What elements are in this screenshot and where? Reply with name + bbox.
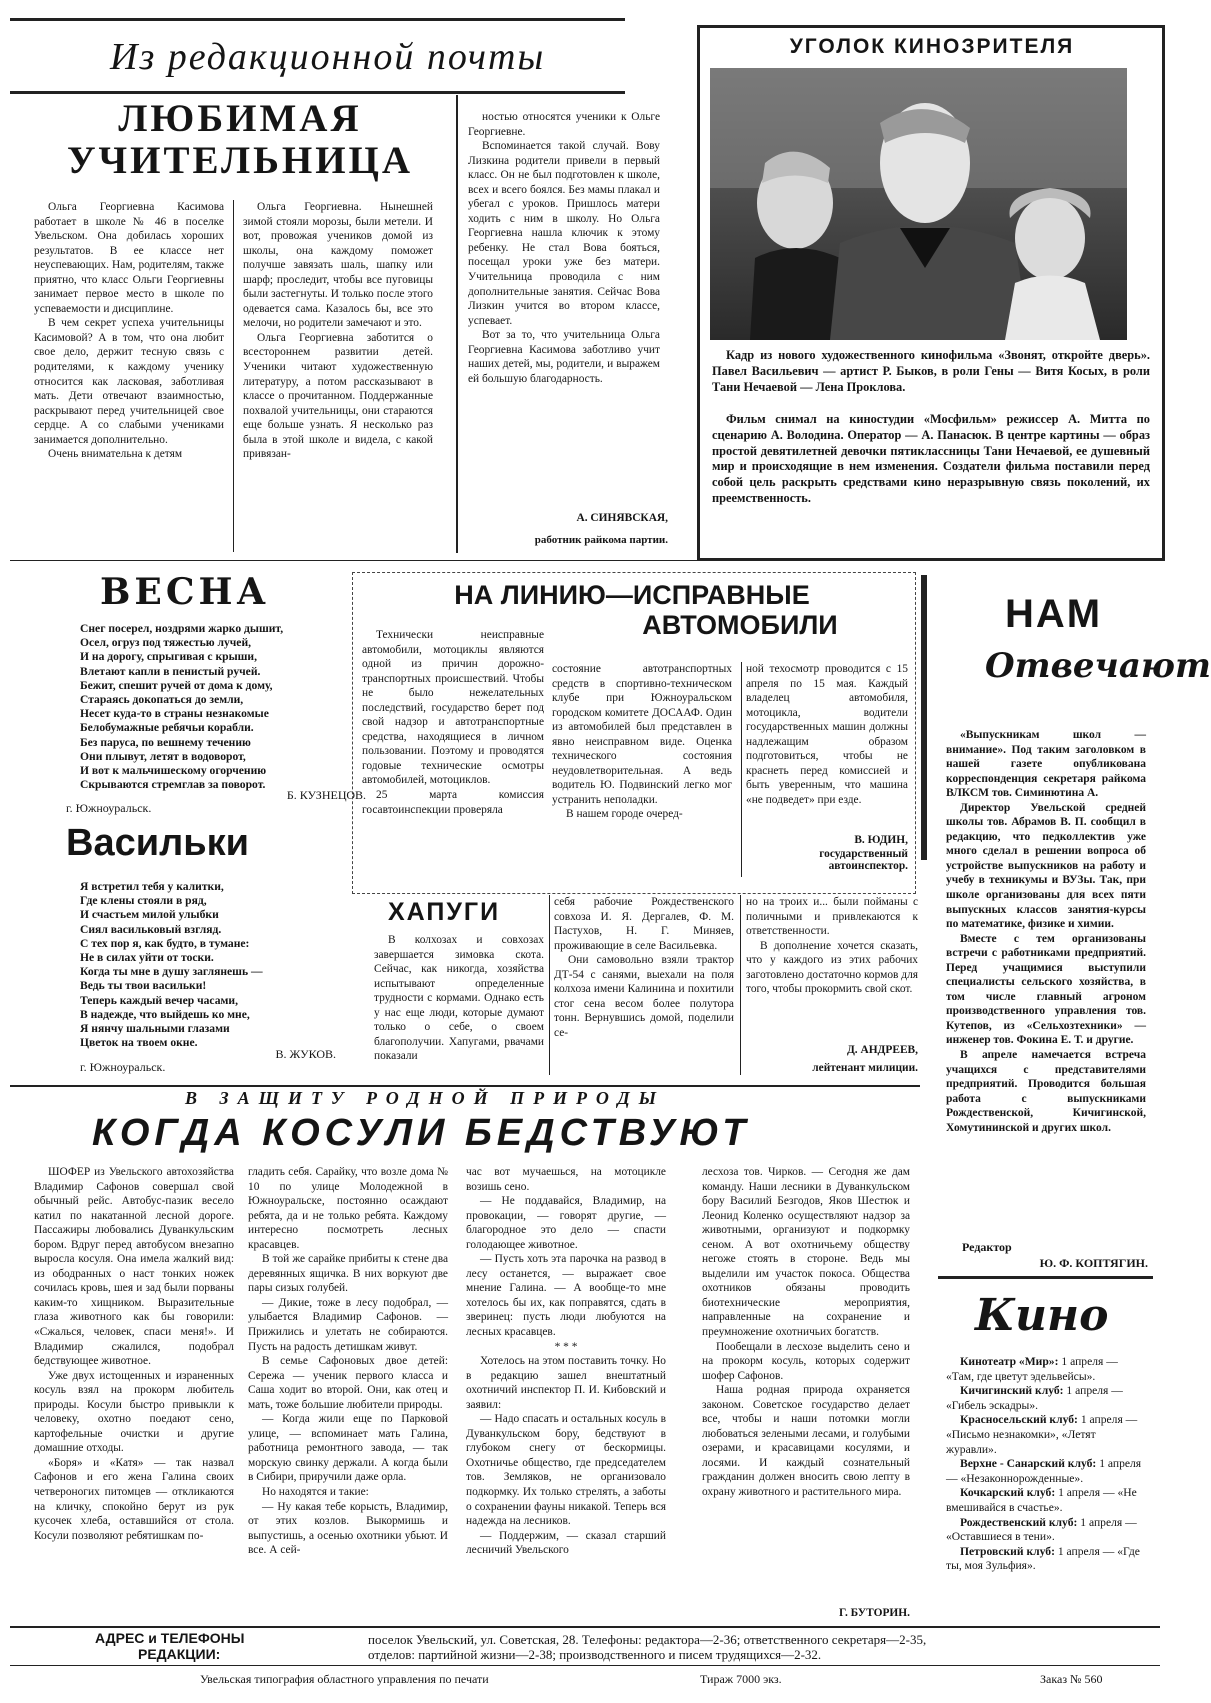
spring-line: Осел, огруз под тяжестью лучей,: [80, 636, 252, 650]
spring-place: г. Южноуральск.: [66, 801, 152, 815]
divider: [549, 895, 550, 1075]
divider: [938, 1276, 1153, 1279]
spring-poem: [80, 622, 350, 792]
divider: [740, 895, 741, 1075]
footer-circulation: Тираж 7000 экз.: [700, 1672, 782, 1686]
kino-place: Кинотеатр «Мир»:: [960, 1355, 1059, 1368]
kino-entry: [946, 1355, 1146, 1384]
teacher-signature-role: работник райкома партии.: [534, 534, 668, 546]
footer-address-line-1: поселок Увельский, ул. Советская, 28. Телефоны: редактора—2-36; ответственного секретаря—2-35,: [368, 1632, 927, 1647]
kino-place: Петровский клуб:: [960, 1544, 1055, 1558]
nature-col-1: [34, 1165, 234, 1627]
grabbers-signature: Д. АНДРЕЕВ,: [846, 1044, 918, 1056]
divider: [10, 1085, 920, 1087]
kino-title: Кино: [975, 1290, 1109, 1341]
answers-p1: «Выпускникам школ — внимание». Под таким заголовком в нашей газете опубликована корреспонденция секретаря райкома ВЛКСМ тов. Симинютина А.: [946, 729, 1146, 800]
cornflowers-title: Васильки: [66, 822, 249, 864]
nature-p1: ШОФЕР из Увельского автохозяйства Владимир Сафонов совершал свой обычный рейс. Автобус-пазик весело катил по накатанной лесной дороге. Пассажиры любовались Дуванкульским бором. Вдруг перед автобусом внезапно выросла косуля. Она имела жалкий вид: из ободранных о наст тонких ножек сочилась кровь, шея и зад были порваны каким-то хищником. Выразительные глаза животного как бы говорили: «Сжалься, человек, спаси меня!». И Владимир сжалился, подобрал бедствующее животное.: [34, 1166, 234, 1368]
kino-place: Кичигинский клуб:: [960, 1384, 1064, 1398]
divider: [741, 662, 742, 877]
footer-address-line-2: отделов: партийной жизни—2-38; производственного и писем трудящихся—2-32.: [368, 1647, 822, 1662]
kino-film: 1 апреля — «Незаконнорожденные».: [946, 1457, 1142, 1485]
nature-p13: — Пусть хоть эта парочка на развод в лесу останется, — выражает свое мнение Галина. — А вообще-то мне хотелось бы их, как поправятся, сдать в зверинец: пусть люди любуются на лесных красавцев.: [466, 1253, 666, 1339]
cars-title-2: АВТОМОБИЛИ: [642, 610, 838, 640]
teacher-p5: Ольга Георгиевна заботится о всестороннем развитии детей. Ученики читают художественную литературу, а потом рассказывают в классе о прочитанном. Поддержанные похвалой учительницы, они стараются еще больше узнать. Я несколько раз была в этой школе и видела, с какой привязан-: [243, 331, 433, 461]
nature-p2: Уже двух истощенных и израненных косуль взял на прокорм любитель природы. Косули быстро привыкли к человеку, охотно поедают сено, картофельные очистки и другие домашние отходы.: [34, 1369, 234, 1455]
spring-line: Белобумажные ребячьи корабли.: [80, 721, 254, 735]
nature-p4: гладить себя. Сарайку, что возле дома № 10 по улице Молодежной в Южноуральске, постоянно осаждают ребята, да и не только ребята. Каждому интересно посмотреть лесных красавцев.: [248, 1166, 448, 1251]
cornflowers-place: г. Южноуральск.: [80, 1060, 166, 1074]
grabbers-signature-role: лейтенант милиции.: [812, 1062, 918, 1074]
nature-col-2: [248, 1165, 448, 1627]
answers-p3: Вместе с тем организованы встречи с работниками предприятий. Перед учащимися выступили специалисты сельского хозяйства, в том числе главный агроном производственного управления тов. Кутепов, из «Сельхозтехники» — инженер тов. Фокина Е. Т. и другие.: [946, 932, 1146, 1047]
footer-address-label-2: РЕДАКЦИИ:: [138, 1646, 221, 1662]
kino-place: Верхне - Санарский клуб:: [960, 1457, 1097, 1471]
cornflowers-poem: [80, 880, 350, 1050]
nature-p18: Пообещали в лесхозе выделить сено и на прокорм косуль, которых содержит шофер Сафонов.: [702, 1340, 910, 1382]
cornflowers-author: В. ЖУКОВ.: [275, 1047, 336, 1061]
kino-film: 1 апреля — «Не вмешивайся в счастье».: [946, 1486, 1137, 1514]
cornflowers-line: Цветок на твоем окне.: [80, 1036, 198, 1050]
spring-author: Б. КУЗНЕЦОВ.: [286, 788, 366, 802]
answers-p4: В апреле намечается встреча учащихся с представителями предприятий. Проводится большая работа с выпускниками Рождественской, Кичигинской, Хомутининской и других школ.: [946, 1049, 1146, 1134]
cinema-caption: Кадр из нового художественного кинофильма «Звонят, откройте дверь». Павел Васильевич — артист Р. Быков, в роли Гены — Витя Косых, в роли Тани Нечаевой — Лена Проклова.: [712, 348, 1150, 394]
spring-title: ВЕСНА: [100, 571, 270, 613]
grabbers-col-2: [554, 895, 734, 1075]
cars-signature: В. ЮДИН,: [854, 834, 908, 846]
grabbers-col-1: [374, 933, 544, 1078]
teacher-col-3: [468, 110, 660, 505]
nature-p17: лесхоза тов. Чирков. — Сегодня же дам команду. Наши лесники в Дуванкульском бору Василий Безгодов, Яков Шестюк и Леонид Коленко осуществляют надзор за животными, организуют и подкормку сеном. А вот охотничьему обществу негоже стоять в стороне. Ведь мы выделили им участок покоса. Общества охотников обязаны проводить биотехнические мероприятия, направленные на сохранение и преумножение охотничьих богатств.: [702, 1166, 910, 1339]
kino-entry: [946, 1384, 1146, 1413]
nature-p6: — Дикие, тоже в лесу подобрал, — улыбается Владимир Сафонов. — Прижились и улетать не собираются. Пусть на радость детишкам живут.: [248, 1296, 448, 1353]
nature-p12: — Не поддавайся, Владимир, на провокации, — говорят другие, — благородное это дело — спасти голодающее животное.: [466, 1195, 666, 1251]
cars-signature-role: государственный автоинспектор.: [819, 848, 908, 872]
spring-line: Стараясь докопаться до земли,: [80, 693, 244, 707]
teacher-p8: Вот за то, что учительница Ольга Георгиевна Касимова заботливо учит наших детей, мы, родители, и выражем ей большую благодарность.: [468, 329, 660, 385]
teacher-p1: Ольга Георгиевна Касимова работает в школе № 46 в поселке Увельском. Она добилась хороших результатов. В ее классе нет неуспевающих. Нам, родителям, также приятно, что класс Ольги Георгиевны занимает первое место в школе по успеваемости и дисциплине.: [34, 201, 224, 315]
answers-p2: Директор Увельской средней школы тов. Абрамов В. П. сообщил в редакцию, что педколлектив уже много сделал в решении вопроса об устройстве выпускников на работу и учебу в техникумы и ВУЗы. Так, при школе организованы для всех пяти выпускных классов занятия-курсы по математике, физике и химии.: [946, 801, 1146, 931]
kino-place: Кочкарский клуб:: [960, 1486, 1056, 1500]
kino-film: 1 апреля — «Гибель эскадры».: [946, 1384, 1123, 1412]
cornflowers-line: Сиял васильковый взгляд.: [80, 922, 222, 936]
kino-place: Красносельский клуб:: [960, 1413, 1078, 1427]
kino-entry: [946, 1457, 1146, 1486]
nature-signature: Г. БУТОРИН.: [839, 1607, 910, 1619]
film-still-image: [710, 68, 1127, 340]
nature-p14: Хотелось на этом поставить точку. Но в редакцию зашел внештатный охотничий инспектор П. И. Кибовский и заявил:: [466, 1355, 666, 1411]
grabbers-p5: В дополнение хочется сказать, что у каждого из этих рабочих заготовлено достаточно кормов для того, чтобы прокормить свой скот.: [746, 939, 918, 996]
cinema-corner-title: УГОЛОК КИНОЗРИТЕЛЯ: [789, 35, 1075, 58]
cars-p1: Технически неисправные автомобили, мотоциклы являются одной из причин дорожно-транспортных происшествий. Чтобы не было нежелательных последствий, государство берет под свой надзор и автотранспортные средства, находящиеся в личном пользовании. Поэтому и проводятся годовые технические осмотры автомобилей, мотоциклов.: [362, 629, 544, 787]
grabbers-p3: Они самовольно взяли трактор ДТ-54 с санями, выехали на поля колхоза имени Калинина и похитили стог сена весом более полутора тонн. Вернувшись домой, поделили се-: [554, 954, 734, 1039]
cars-col-3: [746, 662, 908, 832]
spring-line: Они плывут, летят в водоворот,: [80, 749, 246, 763]
cornflowers-line: Когда ты мне в душу заглянешь —: [80, 965, 263, 979]
nature-p15: — Надо спасать и остальных косуль в Дуванкульском бору, бедствуют в глубоком снегу от бескормицы. Охотничье общество, где председателем тов. Земляков, не организовало подкормку. Их только стрелять, а заботы о сохранении фауны никакой. Теперь вся надежда на лесников.: [466, 1413, 666, 1528]
divider: [10, 1626, 1160, 1628]
divider: [456, 95, 458, 553]
cars-col-1: [362, 628, 544, 890]
divider: [233, 200, 234, 552]
answers-title-2: Отвечают: [985, 646, 1211, 686]
teacher-p6: ностью относятся ученики к Ольге Георгиевне.: [468, 111, 660, 138]
divider: [10, 1665, 1160, 1666]
divider: [921, 575, 927, 860]
cornflowers-line: Теперь каждый вечер часами,: [80, 993, 238, 1007]
spring-line: Бежит, спешит ручей от дома к дому,: [80, 678, 273, 692]
nature-col-3: [466, 1165, 666, 1627]
footer-printer: Увельская типография областного управления по печати: [200, 1672, 489, 1686]
nature-p16: — Поддержим, — сказал старший лесничий Увельского: [466, 1529, 666, 1557]
mail-rubric-title: Из редакционной почты: [110, 36, 546, 78]
spring-line: И на дорогу, спрыгивая с крыши,: [80, 650, 257, 664]
cars-p5: ной техосмотр проводится с 15 апреля по 15 мая. Каждый владелец автомобиля, мотоцикла, водители государственных машин должны надлежащим образом подготовиться, чтобы не краснеть перед комиссией и быть уверенным, что машина «не подведет» при езде.: [746, 663, 908, 806]
spring-line: Без паруса, по вешнему течению: [80, 735, 251, 749]
answers-text: [946, 728, 1146, 1208]
nature-p11: час вот мучаешься, на мотоцикле возишь сено.: [466, 1166, 666, 1193]
teacher-p4: Ольга Георгиевна. Нынешней зимой стояли морозы, были метели. И вот, провожая учеников домой из школы, она каждому поможет получше завязать шаль, шапку или шарф; проследит, чтобы все пуговицы были застегнуты. И только после этого одевается сама. Казалось бы, все это мелочи, но родители замечают и это.: [243, 201, 433, 330]
kino-film: 1 апреля — «Там, где цветут эдельвейсы».: [946, 1355, 1118, 1383]
cornflowers-line: Ведь ты твои васильки!: [80, 979, 207, 993]
teacher-headline: ЛЮБИМАЯ УЧИТЕЛЬНИЦА: [66, 97, 414, 182]
kino-entry: [946, 1516, 1146, 1545]
nature-p7: В семье Сафоновых двое детей: Сережа — ученик первого класса и Саша ходит во второй. Они, как отец и мать, тоже большие любители природы.: [248, 1355, 448, 1411]
grabbers-col-3: [746, 895, 918, 1041]
kino-place: Рождественский клуб:: [960, 1515, 1078, 1529]
nature-separator: * * *: [554, 1340, 578, 1353]
teacher-col-2: [243, 200, 433, 553]
nature-p19: Наша родная природа охраняется законом. Советское государство делает все, чтобы и наши потомки могли любоваться зелеными лесами, и голубыми озерами, и красавицами косулями, и лосями. И каждый сознательный гражданин должен вносить свою лепту в охрану животного и растительного мира.: [702, 1384, 910, 1499]
answers-title-1: НАМ: [1005, 592, 1103, 636]
cars-p3: состояние автотранспортных средств в спортивно-техническом клубе при Южноуральском городском комитете ДОСААФ. Один из автомобилей был представлен в явно неисправном виде. Оценка технического состояния неудовлетворительная. А ведь водитель Ю. Подвинский легко мог устранить неполадки.: [552, 663, 732, 806]
grabbers-p2: себя рабочие Рождественского совхоза И. Я. Дергалев, Ф. М. Пастухов, Н. Г. Миняев, проживающие в селе Васильевка.: [554, 896, 734, 952]
cornflowers-line: Не в силах уйти от тоски.: [80, 951, 214, 965]
nature-p8: — Когда жили еще по Парковой улице, — вспоминает мать Галина, работница ремонтного завода, — так морскую свинку держали. А когда были в Сибири, приручили даже орла.: [248, 1413, 448, 1484]
teacher-col-1: [34, 200, 224, 553]
teacher-p2: В чем секрет успеха учительницы Касимовой? А в том, что она любит свое дело, держит тесную связь с родителями, к каждому ученику относится как ласковая, заботливая мать. Дети отвечают взаимностью, раскрывают перед учительницей свое сердце. А со слабыми учениками занимается дополнительно.: [34, 317, 224, 446]
nature-p9: Но находятся и такие:: [262, 1486, 369, 1499]
nature-rubric: В ЗАЩИТУ РОДНОЙ ПРИРОДЫ: [185, 1088, 666, 1108]
kino-entry: [946, 1413, 1146, 1457]
footer-address-label-1: АДРЕС и ТЕЛЕФОНЫ: [95, 1630, 245, 1646]
spring-line: Скрываются стремглав за поворот.: [80, 778, 266, 792]
teacher-signature: А. СИНЯВСКАЯ,: [576, 512, 668, 524]
kino-entry: [946, 1486, 1146, 1515]
divider: [10, 560, 1160, 561]
kino-film: 1 апреля — «Оставшиеся в тени».: [946, 1515, 1137, 1544]
cars-col-2: [552, 662, 732, 880]
grabbers-title: ХАПУГИ: [388, 898, 501, 926]
teacher-p3: Очень внимательна к детям: [48, 448, 183, 461]
spring-line: И вот к мальчишескому огорчению: [80, 764, 267, 778]
cars-p4: В нашем городе очеред-: [566, 808, 683, 821]
cars-p2: 25 марта комиссия госавтоинспекции проверяла: [362, 789, 544, 816]
nature-p5: В той же сарайке прибиты к стене два деревянных ящичка. В них воркуют две пары сизых голубей.: [248, 1253, 448, 1295]
teacher-p7: Вспоминается такой случай. Вову Лизкина родители привели в первый класс. Он не был подготовлен к школе, всех и всего боялся. Без мамы плакал и убегал с уроков. Пришлось матери ходить с ним в школу. Но Ольга Георгиевна нашла ключик к этому ребенку. Не стал Вова бояться, посещал уроки уже без матери. Учительница проводила с ним дополнительные занятия. Сейчас Вова Лизкин учится во втором классе, успевает.: [468, 140, 660, 327]
kino-list: [946, 1355, 1146, 1625]
grabbers-p4: но на троих и... были пойманы с поличными и привлекаются к ответственности.: [746, 896, 918, 938]
spring-line: Влетают капли в пенистый ручей.: [80, 664, 261, 678]
editor-label: Редактор: [962, 1240, 1012, 1254]
kino-film: 1 апреля — «Письмо незнакомки», «Летят журавли».: [946, 1413, 1138, 1456]
kino-film: 1 апреля — «Где ты, моя Зульфия».: [946, 1544, 1140, 1573]
film-still-photo: [710, 68, 1127, 340]
footer-order: Заказ № 560: [1040, 1672, 1103, 1686]
cornflowers-line: С тех пор я, как будто, в тумане:: [80, 936, 250, 950]
cornflowers-line: Я нянчу шальными глазами: [80, 1022, 230, 1036]
cornflowers-line: Я встретил тебя у калитки,: [80, 880, 224, 893]
nature-p10: — Ну какая тебе корысть, Владимир, от этих козлов. Выкормишь и выпустишь, а осенью охотники убьют. И все. А сей-: [248, 1500, 448, 1557]
cinema-text: Фильм снимал на киностудии «Мосфильм» режиссер А. Митта по сценарию А. Володина. Оператор — А. Панасюк. В центре картины — образ простой девятилетней девочки пятиклассницы Тани Нечаевой, ее душевный мир и происходящие в нем изменения. Создатели фильма поставили перед собой цель раскрыть средствами кино неразрывную связь поколений, их преемственность.: [712, 412, 1150, 505]
kino-entry: [946, 1545, 1146, 1574]
cornflowers-line: В надежде, что выйдешь ко мне,: [80, 1007, 250, 1021]
spring-line: Снег посерел, ноздрями жарко дышит,: [80, 622, 284, 635]
grabbers-p1: В колхозах и совхозах завершается зимовка скота. Сейчас, как никогда, хозяйства испытывают определенные трудности с кормами. Однако есть у нас еще люди, которые думают только о себе, о своем благополучии. Хапугами, рвачами показали: [374, 934, 544, 1063]
nature-p3: «Боря» и «Катя» — так назвал Сафонов и его жена Галина своих четвероногих питомцев — откликаются на кличку, спокойно берут из рук кусочек хлеба, оставшийся от стола. Косули позволяют ребятишкам по-: [34, 1456, 234, 1542]
cornflowers-line: Где клены стояли в ряд,: [80, 894, 207, 908]
spring-line: Несет куда-то в страны незнакомые: [80, 707, 269, 721]
nature-col-4: [702, 1165, 910, 1605]
cars-title-1: НА ЛИНИЮ—ИСПРАВНЫЕ: [454, 580, 810, 610]
cornflowers-line: И счастьем милой улыбки: [80, 908, 219, 922]
nature-headline: КОГДА КОСУЛИ БЕДСТВУЮТ: [92, 1112, 751, 1154]
editor-name: Ю. Ф. КОПТЯГИН.: [1039, 1256, 1148, 1270]
